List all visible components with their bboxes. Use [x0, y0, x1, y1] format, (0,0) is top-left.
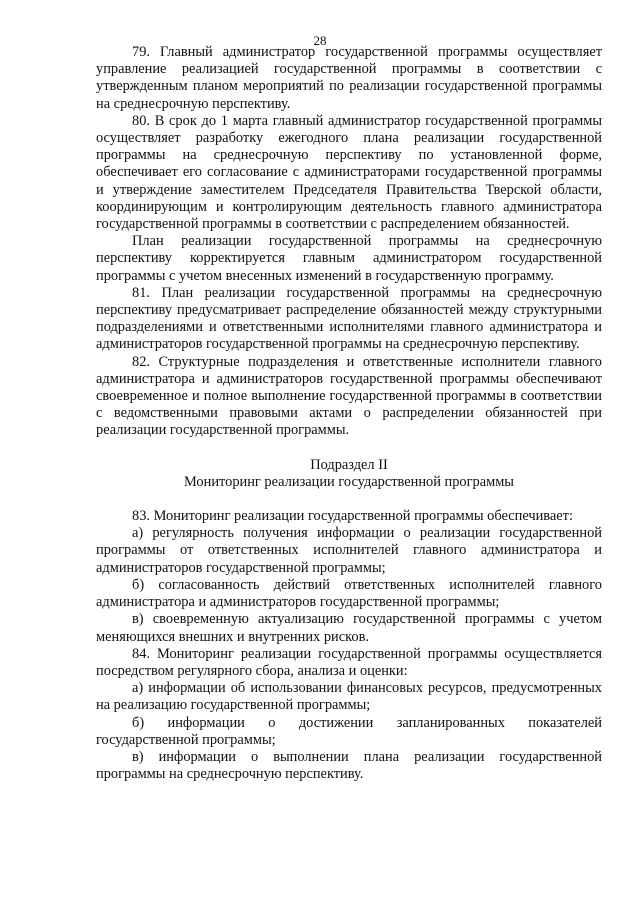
- subsection-title: Мониторинг реализации государственной программы: [184, 473, 514, 490]
- subsection-label: Подраздел II: [310, 456, 388, 473]
- paragraph-84-v: в) информации о выполнении плана реализации государственной программы на среднесрочную перспективу.: [96, 748, 602, 783]
- paragraph-84-b: б) информации о достижении запланированных показателей государственной программы;: [96, 714, 602, 748]
- paragraph-84-a: а) информации об использовании финансовых ресурсов, предусмотренных на реализацию государственной программы;: [96, 680, 602, 714]
- document-body: [96, 44, 602, 783]
- paragraph-81: 81. План реализации государственной программы на среднесрочную перспективу предусматривает распределение обязанностей между структурными подразделениями и ответственными исполнителями главного администратора и администраторов государственной программы на среднесрочную перспективу.: [96, 284, 602, 353]
- paragraph-80-plan: План реализации государственной программы на среднесрочную перспективу корректируется главным администратором государственной программы с учетом внесенных изменений в государственную программу.: [96, 233, 602, 284]
- paragraph-83-b: б) согласованность действий ответственных исполнителей главного администратора и администраторов государственной программы;: [96, 576, 602, 611]
- paragraph-84: 84. Мониторинг реализации государственной программы осуществляется посредством регулярного сбора, анализа и оценки:: [96, 645, 602, 679]
- paragraph-83: 83. Мониторинг реализации государственной программы обеспечивает:: [132, 508, 573, 525]
- paragraph-83-v: в) своевременную актуализацию государственной программы с учетом меняющихся внешних и внутренних рисков.: [96, 611, 602, 645]
- paragraph-82: 82. Структурные подразделения и ответственные исполнители главного администратора и администраторов государственной программы обеспечивают своевременное и полное выполнение государственной программы в соответствии с ведомственными правовыми актами о распределении обязанностей при реализации государственной программы.: [96, 353, 602, 439]
- page-number: 28: [313, 33, 327, 48]
- paragraph-79: 79. Главный администратор государственной программы осуществляет управление реализацией государственной программы в соответствии с утвержденным планом мероприятий по реализации государственной программы на среднесрочную перспективу.: [96, 44, 602, 112]
- paragraph-80: 80. В срок до 1 марта главный администратор государственной программы осуществляет разработку ежегодного плана реализации государственной программы на среднесрочную перспективу по установленной форме, обеспечивает его согласование с администраторами государственной программы и утверждение заместителем Председателя Правительства Тверской области, координирующим и контролирующим деятельность главного администратора государственной программы в соответствии с распределением обязанностей.: [96, 112, 602, 233]
- paragraph-83-a: а) регулярность получения информации о реализации государственной программы от ответственных исполнителей главного администратора и администраторов государственной программы;: [96, 525, 602, 576]
